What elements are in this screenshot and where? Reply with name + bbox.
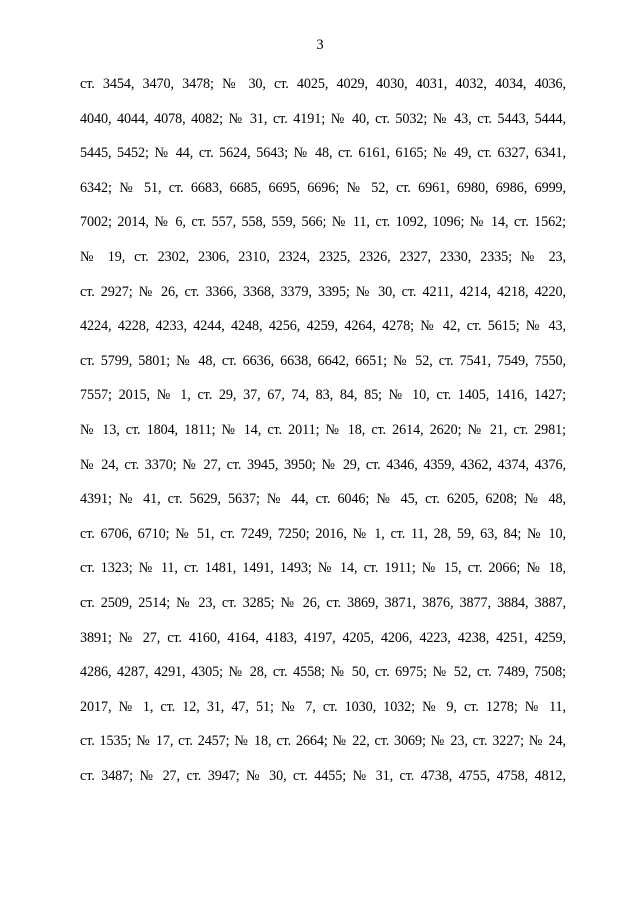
text-line: № 13, ст. 1804, 1811; № 14, ст. 2011; № 18, ст. 2614, 2620; № 21, ст. 2981; — [80, 421, 566, 438]
text-line: ст. 2509, 2514; № 23, ст. 3285; № 26, ст. 3869, 3871, 3876, 3877, 3884, 3887, — [80, 594, 566, 611]
text-line: ст. 2927; № 26, ст. 3366, 3368, 3379, 3395; № 30, ст. 4211, 4214, 4218, 4220, — [80, 283, 566, 300]
text-line: № 19, ст. 2302, 2306, 2310, 2324, 2325, 2326, 2327, 2330, 2335; № 23, — [80, 248, 566, 265]
text-line: 5445, 5452; № 44, ст. 5624, 5643; № 48, ст. 6161, 6165; № 49, ст. 6327, 6341, — [80, 145, 566, 162]
text-line: 6342; № 51, ст. 6683, 6685, 6695, 6696; № 52, ст. 6961, 6980, 6986, 6999, — [80, 179, 566, 196]
text-line: ст. 5799, 5801; № 48, ст. 6636, 6638, 6642, 6651; № 52, ст. 7541, 7549, 7550, — [80, 352, 566, 369]
text-line: 7002; 2014, № 6, ст. 557, 558, 559, 566; № 11, ст. 1092, 1096; № 14, ст. 1562; — [80, 214, 566, 231]
text-line: № 24, ст. 3370; № 27, ст. 3945, 3950; № 29, ст. 4346, 4359, 4362, 4374, 4376, — [80, 456, 566, 473]
text-line: 4224, 4228, 4233, 4244, 4248, 4256, 4259, 4264, 4278; № 42, ст. 5615; № 43, — [80, 318, 566, 335]
text-line: 7557; 2015, № 1, ст. 29, 37, 67, 74, 83, 84, 85; № 10, ст. 1405, 1416, 1427; — [80, 387, 566, 404]
text-line: ст. 3454, 3470, 3478; № 30, ст. 4025, 4029, 4030, 4031, 4032, 4034, 4036, — [80, 76, 566, 92]
text-line: 4286, 4287, 4291, 4305; № 28, ст. 4558; № 50, ст. 6975; № 52, ст. 7489, 7508; — [80, 664, 566, 681]
text-line: 4040, 4044, 4078, 4082; № 31, ст. 4191; № 40, ст. 5032; № 43, ст. 5443, 5444, — [80, 110, 566, 127]
text-line: 4391; № 41, ст. 5629, 5637; № 44, ст. 6046; № 45, ст. 6205, 6208; № 48, — [80, 491, 566, 508]
text-line: ст. 3487; № 27, ст. 3947; № 30, ст. 4455; № 31, ст. 4738, 4755, 4758, 4812, — [80, 767, 566, 784]
text-line: 2017, № 1, ст. 12, 31, 47, 51; № 7, ст. 1030, 1032; № 9, ст. 1278; № 11, — [80, 698, 566, 715]
body-text — [80, 67, 566, 793]
text-line: ст. 1535; № 17, ст. 2457; № 18, ст. 2664; № 22, ст. 3069; № 23, ст. 3227; № 24, — [80, 733, 566, 750]
page-number: 3 — [316, 37, 324, 53]
text-line: ст. 6706, 6710; № 51, ст. 7249, 7250; 2016, № 1, ст. 11, 28, 59, 63, 84; № 10, — [80, 525, 566, 542]
text-line: 3891; № 27, ст. 4160, 4164, 4183, 4197, 4205, 4206, 4223, 4238, 4251, 4259, — [80, 629, 566, 646]
text-line: ст. 1323; № 11, ст. 1481, 1491, 1493; № 14, ст. 1911; № 15, ст. 2066; № 18, — [80, 560, 566, 577]
